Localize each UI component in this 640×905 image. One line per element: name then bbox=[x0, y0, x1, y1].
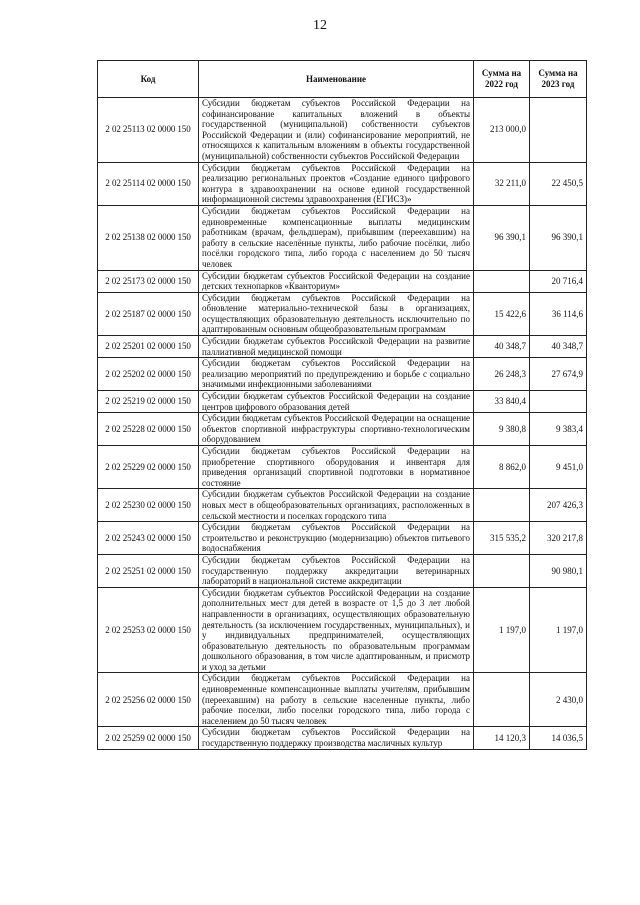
table-row bbox=[98, 292, 587, 335]
cell-name: Субсидии бюджетам субъектов Российской Федерации на реализацию мероприятий по предупреждению и борьбе с социально значимыми инфекционными заболеваниями bbox=[199, 358, 474, 391]
cell-sum-2023: 22 450,5 bbox=[530, 162, 587, 205]
header-sum-2023: Сумма на 2023 год bbox=[530, 61, 587, 98]
cell-sum-2023 bbox=[530, 391, 587, 413]
cell-code: 2 02 25219 02 0000 150 bbox=[98, 391, 199, 413]
table-row bbox=[98, 162, 587, 205]
cell-name: Субсидии бюджетам субъектов Российской Федерации на реализацию региональных проектов «Создание единого цифрового контура в здравоохранении на основе единой государственной информационной системы здравоохранения (ЕГИСЗ)» bbox=[199, 162, 474, 205]
cell-sum-2023: 207 426,3 bbox=[530, 489, 587, 522]
cell-name: Субсидии бюджетам субъектов Российской Федерации на создание новых мест в общеобразовательных организациях, расположенных в сельской местности и поселках городского типа bbox=[199, 489, 474, 522]
table-row bbox=[98, 554, 587, 587]
cell-name: Субсидии бюджетам субъектов Российской Федерации на государственную поддержку производства масличных культур bbox=[199, 727, 474, 749]
table-row bbox=[98, 587, 587, 673]
cell-sum-2023: 40 348,7 bbox=[530, 336, 587, 358]
cell-sum-2022: 40 348,7 bbox=[474, 336, 530, 358]
cell-sum-2023: 9 383,4 bbox=[530, 413, 587, 446]
cell-sum-2023: 320 217,8 bbox=[530, 522, 587, 555]
cell-code: 2 02 25228 02 0000 150 bbox=[98, 413, 199, 446]
table-row bbox=[98, 336, 587, 358]
cell-code: 2 02 25256 02 0000 150 bbox=[98, 673, 199, 727]
cell-sum-2022: 14 120,3 bbox=[474, 727, 530, 749]
cell-name: Субсидии бюджетам субъектов Российской Федерации на софинансирование капитальных вложений в объекты государственной (муниципальной) собственности субъектов Российской Федерации и (или) софинансирование мероприятий, не относящихся к капитальным вложениям в объекты государственной (муниципальной) собственности субъектов Российской Федерации bbox=[199, 98, 474, 163]
cell-sum-2023: 27 674,9 bbox=[530, 358, 587, 391]
page-number: 12 bbox=[313, 18, 327, 33]
cell-code: 2 02 25243 02 0000 150 bbox=[98, 522, 199, 555]
table-row bbox=[98, 270, 587, 292]
cell-code: 2 02 25251 02 0000 150 bbox=[98, 554, 199, 587]
budget-table bbox=[97, 60, 587, 750]
cell-name: Субсидии бюджетам субъектов Российской Федерации на создание центров цифрового образования детей bbox=[199, 391, 474, 413]
cell-sum-2022: 15 422,6 bbox=[474, 292, 530, 335]
header-name: Наименование bbox=[199, 61, 474, 98]
cell-sum-2023: 1 197,0 bbox=[530, 587, 587, 673]
cell-code: 2 02 25114 02 0000 150 bbox=[98, 162, 199, 205]
cell-sum-2023: 36 114,6 bbox=[530, 292, 587, 335]
header-code: Код bbox=[98, 61, 199, 98]
cell-sum-2023: 20 716,4 bbox=[530, 270, 587, 292]
cell-code: 2 02 25259 02 0000 150 bbox=[98, 727, 199, 749]
cell-sum-2022: 213 000,0 bbox=[474, 98, 530, 163]
cell-code: 2 02 25173 02 0000 150 bbox=[98, 270, 199, 292]
table-row bbox=[98, 205, 587, 270]
cell-name: Субсидии бюджетам субъектов Российской Федерации на развитие паллиативной медицинской помощи bbox=[199, 336, 474, 358]
table-row bbox=[98, 489, 587, 522]
cell-name: Субсидии бюджетам субъектов Российской Федерации на строительство и реконструкцию (модернизацию) объектов питьевого водоснабжения bbox=[199, 522, 474, 555]
cell-sum-2022: 96 390,1 bbox=[474, 205, 530, 270]
cell-sum-2022: 33 840,4 bbox=[474, 391, 530, 413]
cell-name: Субсидии бюджетам субъектов Российской Федерации на единовременные компенсационные выплаты учителям, прибывшим (переехавшим) на работу в сельские населенные пункты, либо рабочие поселки, либо поселки городского типа, либо города с населением до 50 тысяч человек bbox=[199, 673, 474, 727]
cell-sum-2022: 1 197,0 bbox=[474, 587, 530, 673]
table-row bbox=[98, 446, 587, 489]
table-row bbox=[98, 358, 587, 391]
cell-sum-2023 bbox=[530, 98, 587, 163]
cell-sum-2023: 90 980,1 bbox=[530, 554, 587, 587]
table-row bbox=[98, 522, 587, 555]
cell-name: Субсидии бюджетам субъектов Российской Федерации на создание детских технопарков «Кванториум» bbox=[199, 270, 474, 292]
table-row bbox=[98, 391, 587, 413]
cell-name: Субсидии бюджетам субъектов Российской Федерации на единовременные компенсационные выплаты медицинским работникам (врачам, фельдшерам), прибывшим (переехавшим) на работу в сельские населённые пункты, либо рабочие посёлки, либо посёлки городского типа, либо города с населением до 50 тысяч человек bbox=[199, 205, 474, 270]
cell-sum-2023: 96 390,1 bbox=[530, 205, 587, 270]
cell-code: 2 02 25230 02 0000 150 bbox=[98, 489, 199, 522]
cell-name: Субсидии бюджетам субъектов Российской Федерации на обновление материально-технической базы в организациях, осуществляющих образовательную деятельность исключительно по адаптированным основным общеобразовательным программам bbox=[199, 292, 474, 335]
cell-sum-2022 bbox=[474, 673, 530, 727]
cell-code: 2 02 25201 02 0000 150 bbox=[98, 336, 199, 358]
cell-name: Субсидии бюджетам субъектов Российской Федерации на государственную поддержку аккредитации ветеринарных лабораторий в национальной системе аккредитации bbox=[199, 554, 474, 587]
cell-name: Субсидии бюджетам субъектов Российской Федерации на оснащение объектов спортивной инфраструктуры спортивно-технологическим оборудованием bbox=[199, 413, 474, 446]
cell-sum-2022: 9 380,8 bbox=[474, 413, 530, 446]
cell-sum-2022 bbox=[474, 489, 530, 522]
cell-sum-2022 bbox=[474, 270, 530, 292]
cell-sum-2022: 315 535,2 bbox=[474, 522, 530, 555]
cell-code: 2 02 25113 02 0000 150 bbox=[98, 98, 199, 163]
table-row bbox=[98, 727, 587, 749]
table-row bbox=[98, 673, 587, 727]
cell-sum-2022: 32 211,0 bbox=[474, 162, 530, 205]
table-body bbox=[98, 98, 587, 750]
cell-name: Субсидии бюджетам субъектов Российской Федерации на приобретение спортивного оборудования и инвентаря для приведения организаций спортивной подготовки в нормативное состояние bbox=[199, 446, 474, 489]
cell-name: Субсидии бюджетам субъектов Российской Федерации на создание дополнительных мест для детей в возрасте от 1,5 до 3 лет любой направленности в организациях, осуществляющих образовательную деятельность (за исключением государственных, муниципальных), и у индивидуальных предпринимателей, осуществляющих образовательную деятельность по образовательным программам дошкольного образования, в том числе адаптированным, и присмотр и уход за детьми bbox=[199, 587, 474, 673]
cell-sum-2022: 26 248,3 bbox=[474, 358, 530, 391]
cell-code: 2 02 25229 02 0000 150 bbox=[98, 446, 199, 489]
cell-code: 2 02 25202 02 0000 150 bbox=[98, 358, 199, 391]
cell-sum-2023: 2 430,0 bbox=[530, 673, 587, 727]
table-row bbox=[98, 413, 587, 446]
cell-sum-2023: 14 036,5 bbox=[530, 727, 587, 749]
cell-sum-2022 bbox=[474, 554, 530, 587]
table-row bbox=[98, 98, 587, 163]
cell-sum-2022: 8 862,0 bbox=[474, 446, 530, 489]
cell-code: 2 02 25138 02 0000 150 bbox=[98, 205, 199, 270]
table-header-row bbox=[98, 61, 587, 98]
cell-code: 2 02 25187 02 0000 150 bbox=[98, 292, 199, 335]
cell-sum-2023: 9 451,0 bbox=[530, 446, 587, 489]
header-sum-2022: Сумма на 2022 год bbox=[474, 61, 530, 98]
cell-code: 2 02 25253 02 0000 150 bbox=[98, 587, 199, 673]
